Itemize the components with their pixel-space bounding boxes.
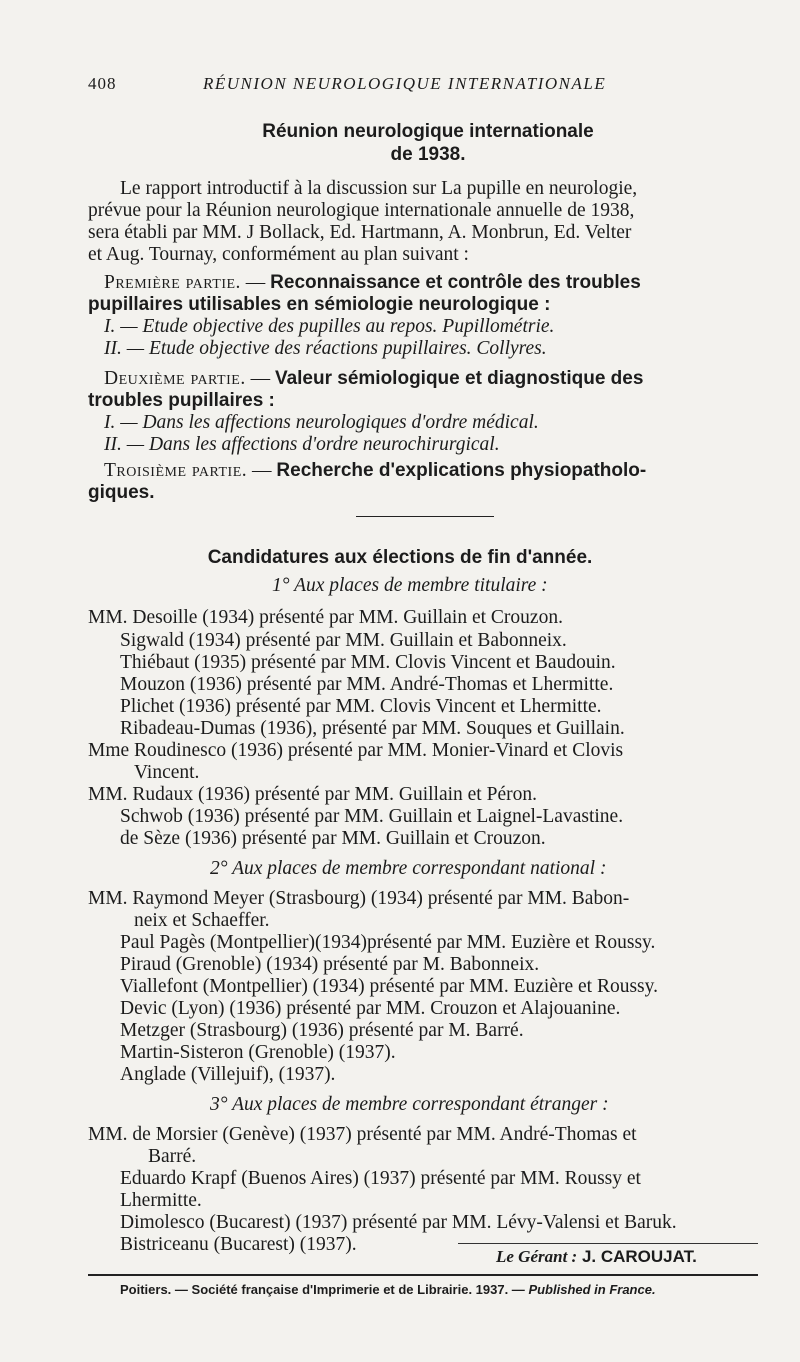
candidate-entry: Bistriceanu (Bucarest) (1937).: [120, 1234, 357, 1255]
intro-line: et Aug. Tournay, conformément au plan suivant :: [88, 244, 469, 265]
candidate-entry: Dimolesco (Bucarest) (1937) présenté par MM. Lévy-Valensi et Baruk.: [120, 1212, 677, 1233]
candidate-entry: Schwob (1936) présenté par MM. Guillain et Laignel-Lavastine.: [120, 806, 624, 827]
candidate-entry: Martin-Sisteron (Grenoble) (1937).: [120, 1042, 396, 1063]
candidate-entry: Sigwald (1934) présenté par MM. Guillain et Babonneix.: [120, 630, 567, 651]
signature-name: J. CAROUJAT.: [581, 1247, 697, 1266]
section-divider: [356, 516, 494, 517]
candidate-entry: MM. Rudaux (1936) présenté par MM. Guillain et Péron.: [88, 784, 537, 805]
candidate-entry: Piraud (Grenoble) (1934) présenté par M. Babonneix.: [120, 954, 540, 975]
subsection-title: 1° Aux places de membre titulaire :: [272, 575, 548, 596]
intro-line: sera établi par MM. J Bollack, Ed. Hartmann, A. Monbrun, Ed. Velter: [88, 222, 632, 243]
signature-label: Le Gérant :: [496, 1247, 578, 1266]
candidate-entry-cont: Vincent.: [134, 762, 200, 783]
section-title-cont: de 1938.: [390, 144, 466, 165]
part-title: Valeur sémiologique et diagnostique des: [274, 368, 644, 389]
part-title: Reconnaissance et contrôle des troubles: [270, 272, 641, 293]
running-title: RÉUNION NEUROLOGIQUE INTERNATIONALE: [203, 74, 607, 93]
part-item: II. — Dans les affections d'ordre neurochirurgical.: [104, 434, 500, 455]
part-item: II. — Etude objective des réactions pupillaires. Collyres.: [104, 338, 547, 359]
printer-imprint: [120, 1282, 656, 1297]
candidate-entry: Mouzon (1936) présenté par MM. André-Thomas et Lhermitte.: [120, 674, 614, 695]
printer-text: Poitiers. — Société française d'Imprimerie et de Librairie. 1937. —: [120, 1282, 525, 1297]
subsection-title: 3° Aux places de membre correspondant étranger :: [210, 1094, 609, 1115]
candidate-entry: Ribadeau-Dumas (1936), présenté par MM. Souques et Guillain.: [120, 718, 625, 739]
part-label: Première partie.: [104, 272, 241, 293]
candidate-entry: Plichet (1936) présenté par MM. Clovis Vincent et Lhermitte.: [120, 696, 602, 717]
candidate-entry: Viallefont (Montpellier) (1934) présenté par MM. Euzière et Roussy.: [120, 976, 658, 997]
part-heading: Première partie. — Reconnaissance et contrôle des troubles: [104, 272, 641, 293]
candidate-entry: MM. Desoille (1934) présenté par MM. Guillain et Crouzon.: [88, 607, 563, 628]
part-heading: Troisième partie. — Recherche d'explications physiopatholo-: [104, 460, 647, 481]
candidate-entry-cont: neix et Schaeffer.: [134, 910, 270, 931]
signature: [496, 1247, 697, 1267]
subsection-title: 2° Aux places de membre correspondant national :: [210, 858, 607, 879]
published-text: Published in France.: [528, 1282, 656, 1297]
part-label: Deuxième partie.: [104, 368, 246, 389]
intro-line: Le rapport introductif à la discussion sur La pupille en neurologie,: [120, 178, 638, 199]
part-heading: Deuxième partie. — Valeur sémiologique et diagnostique des: [104, 368, 644, 389]
candidate-entry: Anglade (Villejuif), (1937).: [120, 1064, 336, 1085]
part-title-cont: pupillaires utilisables en sémiologie neurologique :: [88, 294, 551, 315]
candidate-entry: MM. Raymond Meyer (Strasbourg) (1934) présenté par MM. Babon-: [88, 888, 630, 909]
intro-line: prévue pour la Réunion neurologique internationale annuelle de 1938,: [88, 200, 635, 221]
candidate-entry: Mme Roudinesco (1936) présenté par MM. Monier-Vinard et Clovis: [88, 740, 624, 761]
part-title-cont: troubles pupillaires :: [88, 390, 275, 411]
part-item: I. — Etude objective des pupilles au repos. Pupillométrie.: [104, 316, 555, 337]
footer-rule: [88, 1274, 758, 1276]
candidate-entry: Metzger (Strasbourg) (1936) présenté par M. Barré.: [120, 1020, 524, 1041]
signature-rule: [458, 1243, 758, 1244]
section-title: Réunion neurologique internationale: [262, 121, 594, 142]
section-title: Candidatures aux élections de fin d'année.: [207, 547, 593, 568]
part-item: I. — Dans les affections neurologiques d'ordre médical.: [104, 412, 539, 433]
candidate-entry: MM. de Morsier (Genève) (1937) présenté par MM. André-Thomas et: [88, 1124, 637, 1145]
candidate-entry-cont: Lhermitte.: [120, 1190, 202, 1211]
part-title-cont: giques.: [88, 482, 155, 503]
candidate-entry: Eduardo Krapf (Buenos Aires) (1937) présenté par MM. Roussy et: [120, 1168, 641, 1189]
candidate-entry: Paul Pagès (Montpellier)(1934)présenté par MM. Euzière et Roussy.: [120, 932, 656, 953]
page-number: 408: [88, 74, 117, 93]
candidate-entry: Thiébaut (1935) présenté par MM. Clovis Vincent et Baudouin.: [120, 652, 616, 673]
candidate-entry-cont: Barré.: [148, 1146, 197, 1167]
part-title: Recherche d'explications physiopatholo-: [276, 460, 647, 481]
candidate-entry: Devic (Lyon) (1936) présenté par MM. Crouzon et Alajouanine.: [120, 998, 621, 1019]
part-label: Troisième partie.: [104, 460, 248, 481]
candidate-entry: de Sèze (1936) présenté par MM. Guillain et Crouzon.: [120, 828, 546, 849]
